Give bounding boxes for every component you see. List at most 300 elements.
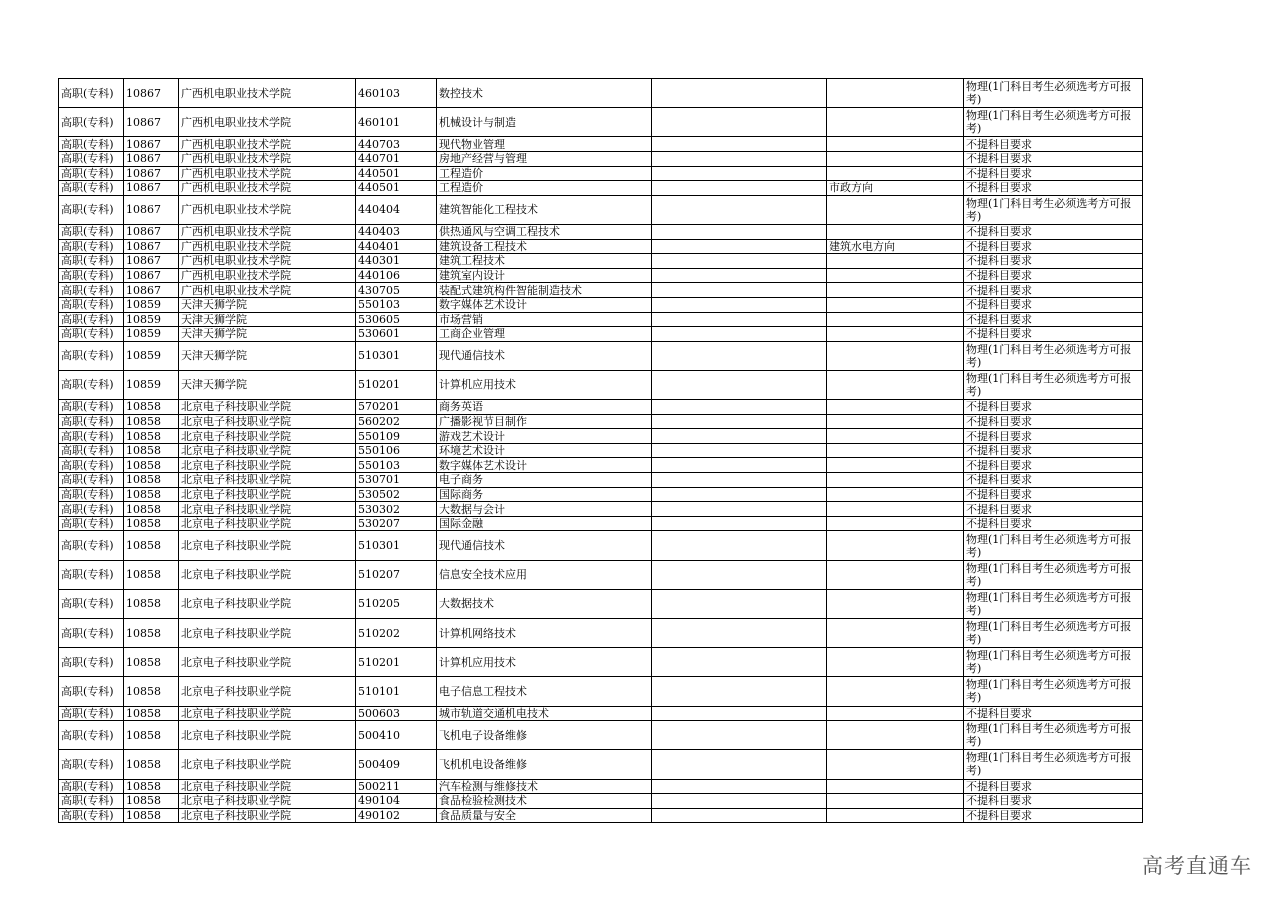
level-cell: 高职(专科) <box>59 473 124 488</box>
major-name-cell: 飞机机电设备维修 <box>437 750 652 779</box>
blank-cell <box>652 618 827 647</box>
school-code-cell: 10867 <box>124 268 179 283</box>
direction-cell <box>827 618 964 647</box>
school-name-cell: 北京电子科技职业学院 <box>179 400 356 415</box>
table-body <box>59 79 1143 823</box>
school-code-cell: 10858 <box>124 706 179 721</box>
school-code-cell: 10858 <box>124 400 179 415</box>
major-code-cell: 570201 <box>356 400 437 415</box>
blank-cell <box>652 677 827 706</box>
school-name-cell: 天津天狮学院 <box>179 341 356 370</box>
major-code-cell: 440501 <box>356 181 437 196</box>
school-code-cell: 10858 <box>124 618 179 647</box>
table-row <box>59 327 1143 342</box>
school-code-cell: 10867 <box>124 224 179 239</box>
blank-cell <box>652 414 827 429</box>
subject-requirement-cell: 物理(1门科目考生必须选考方可报考) <box>964 677 1143 706</box>
subject-requirement-cell: 不提科目要求 <box>964 458 1143 473</box>
direction-cell <box>827 458 964 473</box>
major-name-cell: 电子商务 <box>437 473 652 488</box>
major-name-cell: 现代通信技术 <box>437 341 652 370</box>
major-code-cell: 440701 <box>356 151 437 166</box>
table-row <box>59 648 1143 677</box>
level-cell: 高职(专科) <box>59 589 124 618</box>
school-code-cell: 10859 <box>124 370 179 399</box>
school-name-cell: 天津天狮学院 <box>179 327 356 342</box>
subject-requirement-cell: 不提科目要求 <box>964 239 1143 254</box>
table-row <box>59 151 1143 166</box>
level-cell: 高职(专科) <box>59 137 124 152</box>
major-code-cell: 490104 <box>356 794 437 809</box>
subject-requirement-cell: 物理(1门科目考生必须选考方可报考) <box>964 341 1143 370</box>
table-row <box>59 181 1143 196</box>
major-code-cell: 550109 <box>356 429 437 444</box>
blank-cell <box>652 283 827 298</box>
level-cell: 高职(专科) <box>59 750 124 779</box>
direction-cell <box>827 137 964 152</box>
table-row <box>59 166 1143 181</box>
school-code-cell: 10858 <box>124 414 179 429</box>
major-code-cell: 440106 <box>356 268 437 283</box>
subject-requirement-cell: 不提科目要求 <box>964 706 1143 721</box>
school-name-cell: 北京电子科技职业学院 <box>179 648 356 677</box>
major-name-cell: 计算机应用技术 <box>437 370 652 399</box>
school-code-cell: 10867 <box>124 283 179 298</box>
subject-requirement-cell: 物理(1门科目考生必须选考方可报考) <box>964 750 1143 779</box>
major-code-cell: 440703 <box>356 137 437 152</box>
major-name-cell: 装配式建筑构件智能制造技术 <box>437 283 652 298</box>
school-name-cell: 北京电子科技职业学院 <box>179 429 356 444</box>
blank-cell <box>652 341 827 370</box>
direction-cell <box>827 794 964 809</box>
blank-cell <box>652 254 827 269</box>
blank-cell <box>652 151 827 166</box>
table-row <box>59 429 1143 444</box>
major-name-cell: 食品检验检测技术 <box>437 794 652 809</box>
major-code-cell: 440404 <box>356 195 437 224</box>
level-cell: 高职(专科) <box>59 195 124 224</box>
major-name-cell: 房地产经营与管理 <box>437 151 652 166</box>
blank-cell <box>652 473 827 488</box>
major-code-cell: 530701 <box>356 473 437 488</box>
major-code-cell: 510201 <box>356 648 437 677</box>
major-code-cell: 530502 <box>356 487 437 502</box>
major-name-cell: 飞机电子设备维修 <box>437 721 652 750</box>
blank-cell <box>652 443 827 458</box>
level-cell: 高职(专科) <box>59 79 124 108</box>
direction-cell <box>827 531 964 560</box>
major-code-cell: 530302 <box>356 502 437 517</box>
level-cell: 高职(专科) <box>59 721 124 750</box>
subject-requirement-cell: 不提科目要求 <box>964 443 1143 458</box>
table-row <box>59 137 1143 152</box>
school-code-cell: 10858 <box>124 648 179 677</box>
school-name-cell: 天津天狮学院 <box>179 297 356 312</box>
blank-cell <box>652 487 827 502</box>
school-name-cell: 北京电子科技职业学院 <box>179 589 356 618</box>
school-name-cell: 北京电子科技职业学院 <box>179 750 356 779</box>
school-code-cell: 10858 <box>124 589 179 618</box>
subject-requirement-cell: 不提科目要求 <box>964 400 1143 415</box>
school-name-cell: 北京电子科技职业学院 <box>179 487 356 502</box>
direction-cell <box>827 414 964 429</box>
blank-cell <box>652 195 827 224</box>
direction-cell <box>827 283 964 298</box>
school-name-cell: 北京电子科技职业学院 <box>179 473 356 488</box>
subject-requirement-cell: 不提科目要求 <box>964 487 1143 502</box>
direction-cell <box>827 151 964 166</box>
direction-cell <box>827 268 964 283</box>
level-cell: 高职(专科) <box>59 429 124 444</box>
level-cell: 高职(专科) <box>59 254 124 269</box>
school-name-cell: 北京电子科技职业学院 <box>179 618 356 647</box>
school-name-cell: 广西机电职业技术学院 <box>179 268 356 283</box>
subject-requirement-cell: 不提科目要求 <box>964 181 1143 196</box>
blank-cell <box>652 648 827 677</box>
major-name-cell: 电子信息工程技术 <box>437 677 652 706</box>
major-name-cell: 机械设计与制造 <box>437 108 652 137</box>
level-cell: 高职(专科) <box>59 370 124 399</box>
level-cell: 高职(专科) <box>59 151 124 166</box>
major-name-cell: 汽车检测与维修技术 <box>437 779 652 794</box>
table-row <box>59 531 1143 560</box>
major-name-cell: 计算机应用技术 <box>437 648 652 677</box>
subject-requirement-cell: 不提科目要求 <box>964 429 1143 444</box>
table-row <box>59 414 1143 429</box>
major-name-cell: 数字媒体艺术设计 <box>437 458 652 473</box>
level-cell: 高职(专科) <box>59 487 124 502</box>
subject-requirement-cell: 物理(1门科目考生必须选考方可报考) <box>964 721 1143 750</box>
level-cell: 高职(专科) <box>59 224 124 239</box>
school-code-cell: 10858 <box>124 677 179 706</box>
school-code-cell: 10867 <box>124 239 179 254</box>
blank-cell <box>652 79 827 108</box>
major-name-cell: 工程造价 <box>437 181 652 196</box>
subject-requirement-cell: 不提科目要求 <box>964 502 1143 517</box>
school-name-cell: 北京电子科技职业学院 <box>179 721 356 750</box>
major-code-cell: 530601 <box>356 327 437 342</box>
blank-cell <box>652 400 827 415</box>
school-code-cell: 10858 <box>124 458 179 473</box>
table-row <box>59 458 1143 473</box>
blank-cell <box>652 108 827 137</box>
blank-cell <box>652 531 827 560</box>
level-cell: 高职(专科) <box>59 648 124 677</box>
school-code-cell: 10858 <box>124 794 179 809</box>
school-code-cell: 10867 <box>124 108 179 137</box>
direction-cell <box>827 429 964 444</box>
level-cell: 高职(专科) <box>59 327 124 342</box>
level-cell: 高职(专科) <box>59 560 124 589</box>
level-cell: 高职(专科) <box>59 312 124 327</box>
major-code-cell: 500410 <box>356 721 437 750</box>
table-row <box>59 312 1143 327</box>
school-name-cell: 广西机电职业技术学院 <box>179 137 356 152</box>
subject-requirement-cell: 不提科目要求 <box>964 414 1143 429</box>
school-name-cell: 北京电子科技职业学院 <box>179 502 356 517</box>
direction-cell <box>827 779 964 794</box>
blank-cell <box>652 794 827 809</box>
school-code-cell: 10867 <box>124 166 179 181</box>
major-name-cell: 广播影视节目制作 <box>437 414 652 429</box>
subject-requirement-cell: 不提科目要求 <box>964 166 1143 181</box>
subject-requirement-cell: 物理(1门科目考生必须选考方可报考) <box>964 648 1143 677</box>
major-code-cell: 460103 <box>356 79 437 108</box>
level-cell: 高职(专科) <box>59 108 124 137</box>
subject-requirement-cell: 不提科目要求 <box>964 297 1143 312</box>
direction-cell <box>827 254 964 269</box>
major-name-cell: 计算机网络技术 <box>437 618 652 647</box>
direction-cell <box>827 706 964 721</box>
school-code-cell: 10858 <box>124 779 179 794</box>
subject-requirement-cell: 物理(1门科目考生必须选考方可报考) <box>964 108 1143 137</box>
subject-requirement-cell: 物理(1门科目考生必须选考方可报考) <box>964 618 1143 647</box>
major-code-cell: 500409 <box>356 750 437 779</box>
major-code-cell: 510301 <box>356 341 437 370</box>
level-cell: 高职(专科) <box>59 400 124 415</box>
school-name-cell: 北京电子科技职业学院 <box>179 560 356 589</box>
major-name-cell: 游戏艺术设计 <box>437 429 652 444</box>
school-name-cell: 北京电子科技职业学院 <box>179 779 356 794</box>
level-cell: 高职(专科) <box>59 166 124 181</box>
school-name-cell: 广西机电职业技术学院 <box>179 254 356 269</box>
school-code-cell: 10858 <box>124 750 179 779</box>
subject-requirement-cell: 不提科目要求 <box>964 808 1143 823</box>
blank-cell <box>652 268 827 283</box>
level-cell: 高职(专科) <box>59 618 124 647</box>
direction-cell <box>827 721 964 750</box>
major-code-cell: 550103 <box>356 458 437 473</box>
level-cell: 高职(专科) <box>59 268 124 283</box>
major-name-cell: 大数据与会计 <box>437 502 652 517</box>
blank-cell <box>652 706 827 721</box>
blank-cell <box>652 239 827 254</box>
school-name-cell: 广西机电职业技术学院 <box>179 166 356 181</box>
direction-cell <box>827 297 964 312</box>
major-name-cell: 商务英语 <box>437 400 652 415</box>
blank-cell <box>652 516 827 531</box>
school-name-cell: 广西机电职业技术学院 <box>179 151 356 166</box>
table-row <box>59 618 1143 647</box>
major-code-cell: 500211 <box>356 779 437 794</box>
level-cell: 高职(专科) <box>59 443 124 458</box>
major-name-cell: 食品质量与安全 <box>437 808 652 823</box>
level-cell: 高职(专科) <box>59 808 124 823</box>
school-name-cell: 北京电子科技职业学院 <box>179 443 356 458</box>
direction-cell <box>827 443 964 458</box>
school-code-cell: 10867 <box>124 79 179 108</box>
school-code-cell: 10858 <box>124 808 179 823</box>
level-cell: 高职(专科) <box>59 677 124 706</box>
major-code-cell: 510201 <box>356 370 437 399</box>
direction-cell <box>827 166 964 181</box>
direction-cell <box>827 487 964 502</box>
table-row <box>59 195 1143 224</box>
level-cell: 高职(专科) <box>59 297 124 312</box>
table-row <box>59 794 1143 809</box>
major-name-cell: 数控技术 <box>437 79 652 108</box>
school-name-cell: 北京电子科技职业学院 <box>179 808 356 823</box>
table-row <box>59 108 1143 137</box>
major-code-cell: 510101 <box>356 677 437 706</box>
school-code-cell: 10858 <box>124 560 179 589</box>
direction-cell <box>827 473 964 488</box>
major-name-cell: 工程造价 <box>437 166 652 181</box>
major-code-cell: 560202 <box>356 414 437 429</box>
school-name-cell: 广西机电职业技术学院 <box>179 79 356 108</box>
table-row <box>59 516 1143 531</box>
major-code-cell: 460101 <box>356 108 437 137</box>
direction-cell <box>827 560 964 589</box>
table-row <box>59 502 1143 517</box>
school-code-cell: 10858 <box>124 487 179 502</box>
school-name-cell: 广西机电职业技术学院 <box>179 195 356 224</box>
school-name-cell: 广西机电职业技术学院 <box>179 108 356 137</box>
school-name-cell: 天津天狮学院 <box>179 370 356 399</box>
major-name-cell: 市场营销 <box>437 312 652 327</box>
table-row <box>59 400 1143 415</box>
major-name-cell: 建筑室内设计 <box>437 268 652 283</box>
direction-cell <box>827 224 964 239</box>
direction-cell: 市政方向 <box>827 181 964 196</box>
major-name-cell: 信息安全技术应用 <box>437 560 652 589</box>
direction-cell <box>827 502 964 517</box>
blank-cell <box>652 779 827 794</box>
blank-cell <box>652 370 827 399</box>
subject-requirement-cell: 不提科目要求 <box>964 254 1143 269</box>
direction-cell <box>827 108 964 137</box>
school-code-cell: 10867 <box>124 137 179 152</box>
level-cell: 高职(专科) <box>59 531 124 560</box>
direction-cell <box>827 400 964 415</box>
school-name-cell: 北京电子科技职业学院 <box>179 414 356 429</box>
school-code-cell: 10867 <box>124 151 179 166</box>
major-code-cell: 440501 <box>356 166 437 181</box>
table-row <box>59 706 1143 721</box>
major-name-cell: 工商企业管理 <box>437 327 652 342</box>
level-cell: 高职(专科) <box>59 502 124 517</box>
level-cell: 高职(专科) <box>59 458 124 473</box>
table-row <box>59 721 1143 750</box>
blank-cell <box>652 137 827 152</box>
school-name-cell: 北京电子科技职业学院 <box>179 706 356 721</box>
level-cell: 高职(专科) <box>59 779 124 794</box>
table-row <box>59 79 1143 108</box>
major-name-cell: 环境艺术设计 <box>437 443 652 458</box>
major-code-cell: 430705 <box>356 283 437 298</box>
major-code-cell: 530207 <box>356 516 437 531</box>
major-name-cell: 现代物业管理 <box>437 137 652 152</box>
direction-cell <box>827 589 964 618</box>
table-row <box>59 560 1143 589</box>
school-name-cell: 北京电子科技职业学院 <box>179 794 356 809</box>
table-row <box>59 283 1143 298</box>
school-code-cell: 10858 <box>124 502 179 517</box>
school-name-cell: 北京电子科技职业学院 <box>179 516 356 531</box>
major-code-cell: 490102 <box>356 808 437 823</box>
table-row <box>59 254 1143 269</box>
blank-cell <box>652 560 827 589</box>
subject-requirement-cell: 物理(1门科目考生必须选考方可报考) <box>964 195 1143 224</box>
major-name-cell: 建筑工程技术 <box>437 254 652 269</box>
major-name-cell: 国际商务 <box>437 487 652 502</box>
direction-cell <box>827 341 964 370</box>
school-name-cell: 天津天狮学院 <box>179 312 356 327</box>
school-name-cell: 北京电子科技职业学院 <box>179 677 356 706</box>
major-name-cell: 大数据技术 <box>437 589 652 618</box>
blank-cell <box>652 808 827 823</box>
direction-cell <box>827 648 964 677</box>
subject-requirement-cell: 不提科目要求 <box>964 268 1143 283</box>
subject-requirement-cell: 物理(1门科目考生必须选考方可报考) <box>964 370 1143 399</box>
major-code-cell: 530605 <box>356 312 437 327</box>
subject-requirement-cell: 物理(1门科目考生必须选考方可报考) <box>964 589 1143 618</box>
school-code-cell: 10858 <box>124 516 179 531</box>
major-code-cell: 440403 <box>356 224 437 239</box>
direction-cell <box>827 327 964 342</box>
school-code-cell: 10859 <box>124 297 179 312</box>
subject-requirement-cell: 不提科目要求 <box>964 794 1143 809</box>
school-code-cell: 10867 <box>124 195 179 224</box>
school-code-cell: 10858 <box>124 429 179 444</box>
level-cell: 高职(专科) <box>59 706 124 721</box>
blank-cell <box>652 589 827 618</box>
level-cell: 高职(专科) <box>59 181 124 196</box>
blank-cell <box>652 297 827 312</box>
subject-requirement-cell: 不提科目要求 <box>964 473 1143 488</box>
school-code-cell: 10858 <box>124 473 179 488</box>
blank-cell <box>652 429 827 444</box>
direction-cell <box>827 516 964 531</box>
major-name-cell: 国际金融 <box>437 516 652 531</box>
admission-requirements-table <box>58 78 1143 823</box>
major-name-cell: 现代通信技术 <box>437 531 652 560</box>
major-name-cell: 供热通风与空调工程技术 <box>437 224 652 239</box>
table-row <box>59 239 1143 254</box>
major-name-cell: 建筑智能化工程技术 <box>437 195 652 224</box>
direction-cell <box>827 370 964 399</box>
level-cell: 高职(专科) <box>59 283 124 298</box>
major-code-cell: 550103 <box>356 297 437 312</box>
major-name-cell: 建筑设备工程技术 <box>437 239 652 254</box>
school-name-cell: 广西机电职业技术学院 <box>179 239 356 254</box>
blank-cell <box>652 327 827 342</box>
table-row <box>59 677 1143 706</box>
major-code-cell: 510205 <box>356 589 437 618</box>
level-cell: 高职(专科) <box>59 794 124 809</box>
blank-cell <box>652 166 827 181</box>
school-name-cell: 北京电子科技职业学院 <box>179 531 356 560</box>
major-code-cell: 440301 <box>356 254 437 269</box>
subject-requirement-cell: 不提科目要求 <box>964 312 1143 327</box>
direction-cell <box>827 312 964 327</box>
school-code-cell: 10858 <box>124 443 179 458</box>
direction-cell <box>827 750 964 779</box>
subject-requirement-cell: 不提科目要求 <box>964 224 1143 239</box>
direction-cell <box>827 808 964 823</box>
direction-cell <box>827 677 964 706</box>
subject-requirement-cell: 不提科目要求 <box>964 516 1143 531</box>
blank-cell <box>652 502 827 517</box>
major-name-cell: 数字媒体艺术设计 <box>437 297 652 312</box>
major-code-cell: 500603 <box>356 706 437 721</box>
major-code-cell: 510301 <box>356 531 437 560</box>
blank-cell <box>652 750 827 779</box>
subject-requirement-cell: 物理(1门科目考生必须选考方可报考) <box>964 531 1143 560</box>
table-row <box>59 779 1143 794</box>
table-row <box>59 473 1143 488</box>
subject-requirement-cell: 不提科目要求 <box>964 137 1143 152</box>
